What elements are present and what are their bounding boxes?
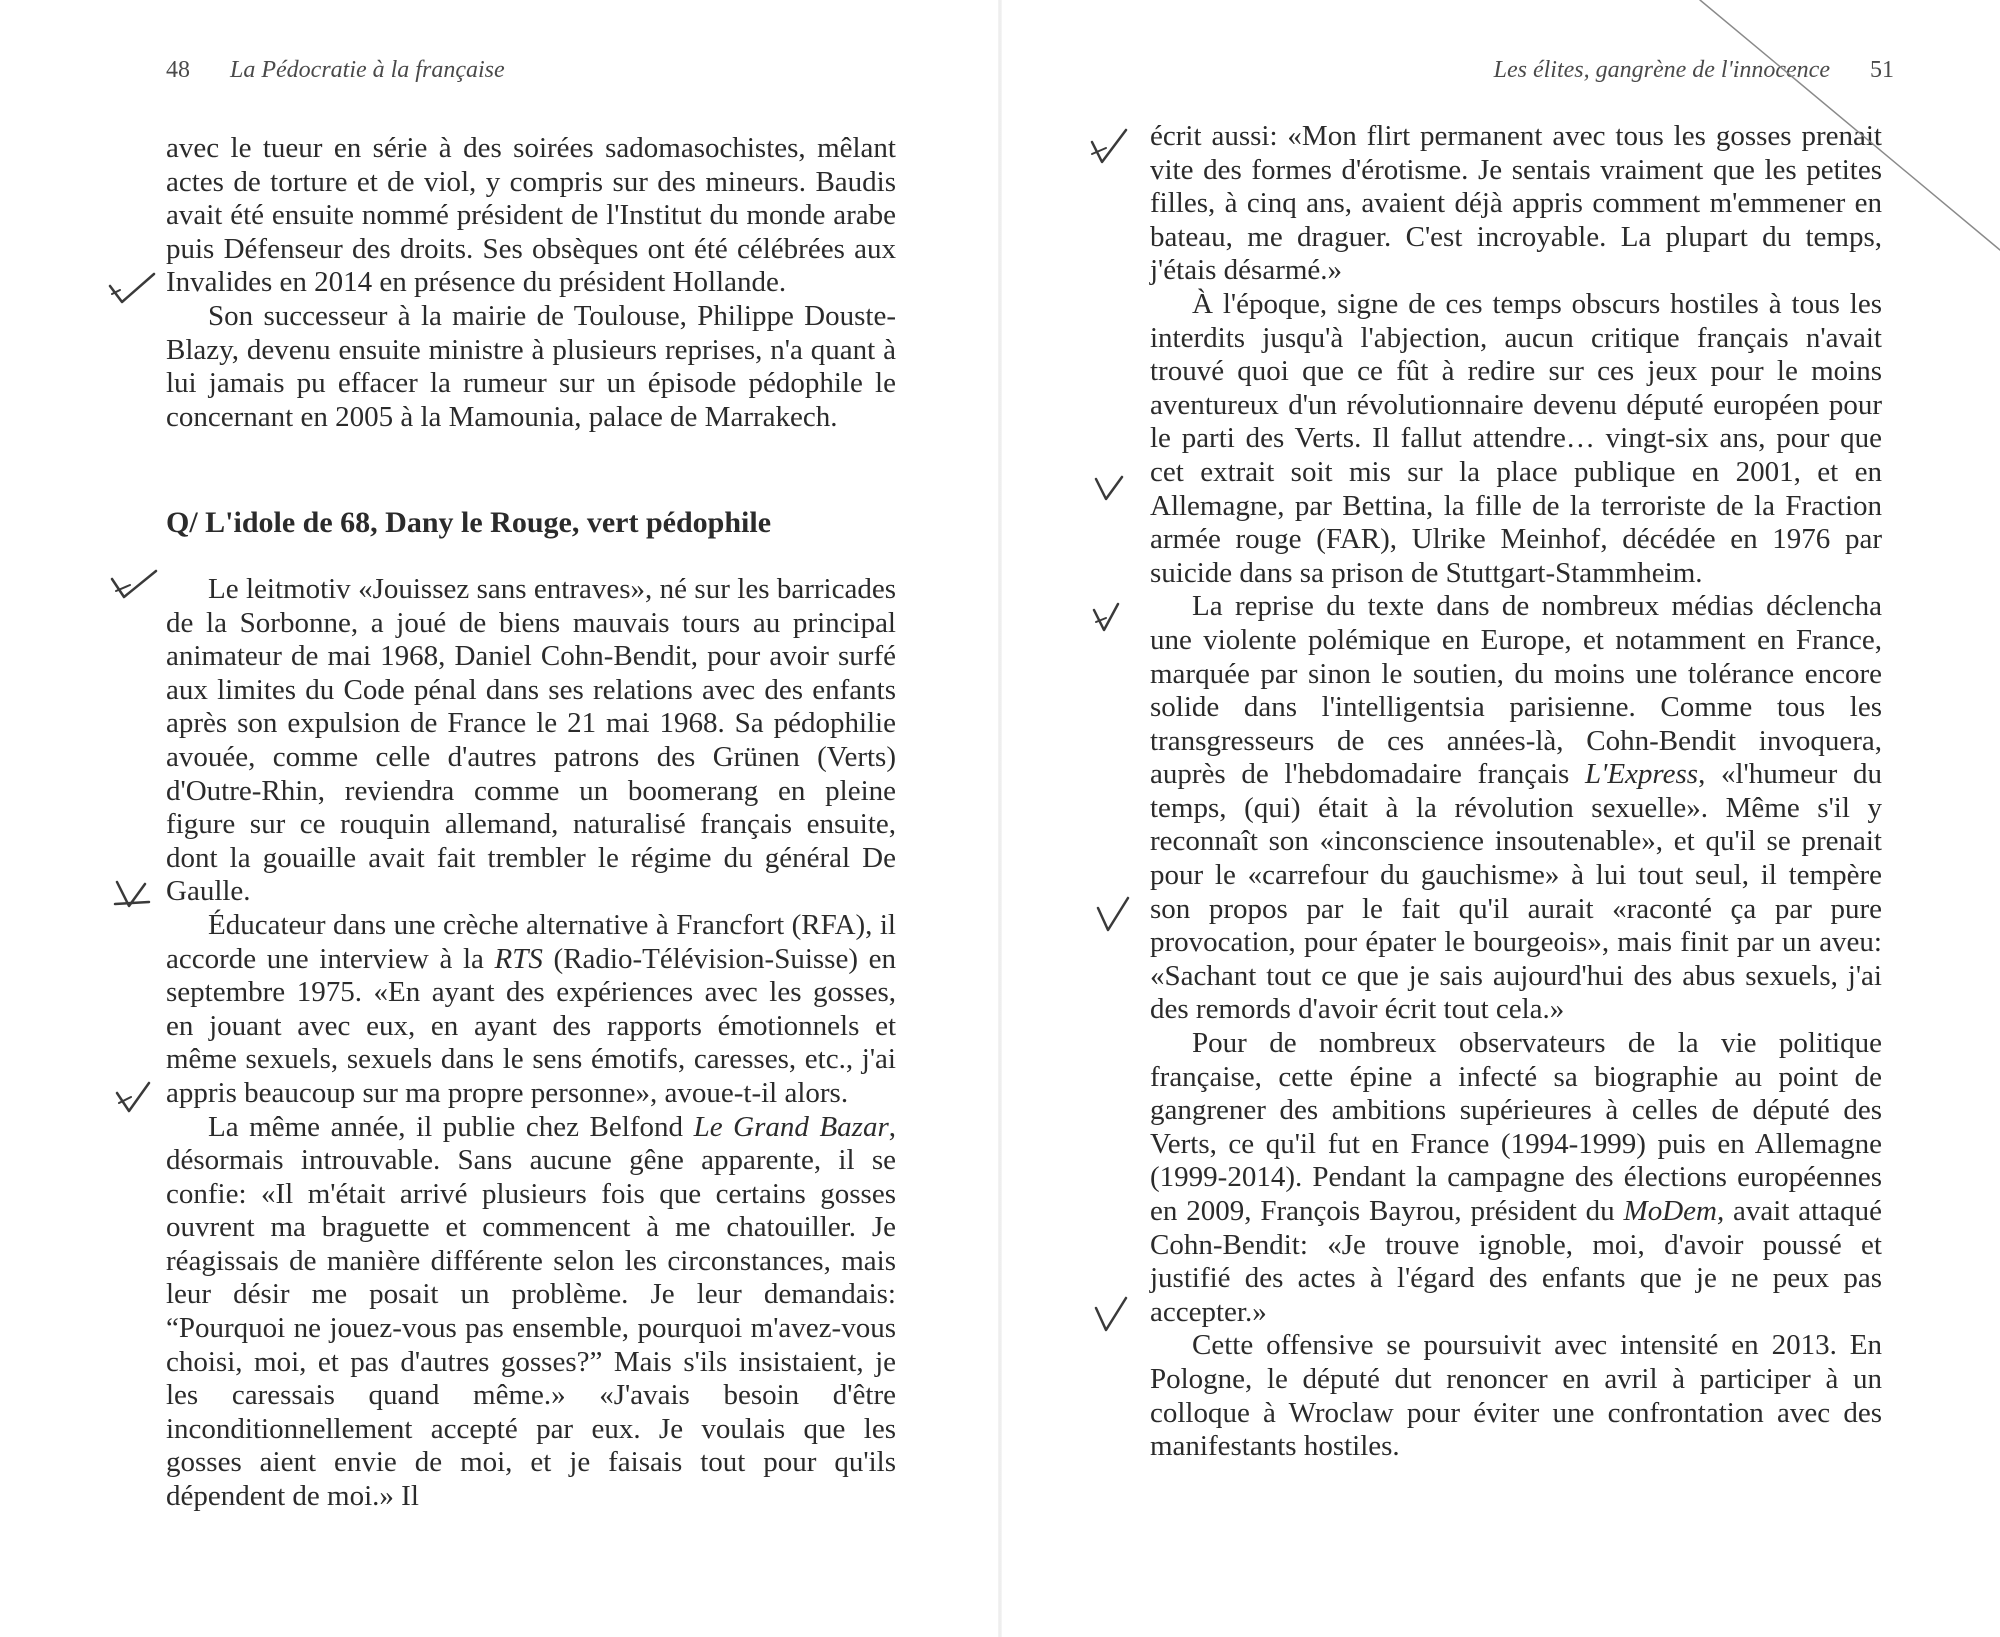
- paragraph: Son successeur à la mairie de Toulouse, Philippe Douste-Blazy, devenu ensuite ministre à plusieurs reprises, n'a quant à lui jamais pu effacer la rumeur sur un épisode pédophile le concernant en 2005 à la Mamounia, palace de Marrakech.: [166, 299, 896, 433]
- handwritten-checkmark-icon: [113, 1081, 153, 1113]
- page-number: 51: [1870, 57, 1894, 83]
- handwritten-checkmark-icon: [1096, 896, 1130, 932]
- right-page: [1000, 0, 2000, 1637]
- handwritten-checkmark-icon: [113, 878, 153, 908]
- italic-title: MoDem,: [1623, 1195, 1725, 1227]
- paragraph: Éducateur dans une crèche alternative à Francfort (RFA), il accorde une interview à la RTS (Radio-Télévision-Suisse) en septembre 1975. «En ayant des expériences avec les gosses, en jouant avec eux, en ayant des rapports émotionnels et même sexuels, sexuels dans le sens émotifs, caresses, etc., j'ai appris beaucoup sur ma propre personne», avoue-t-il alors.: [166, 908, 896, 1109]
- italic-title: RTS: [494, 942, 543, 975]
- paragraph: Pour de nombreux observateurs de la vie politique française, cette épine a infecté sa biographie au point de gangrener des ambitions supérieures à celles de député des Verts, ce qu'il fut en France (1994-1999) puis en Allemagne (1999-2014). Pendant la campagne des élections européennes en 2009, François Bayrou, président du MoDem, avait attaqué Cohn-Bendit: «Je trouve ignoble, moi, d'avoir poussé et justifié des actes à l'égard des enfants que je ne peux pas accepter.»: [1150, 1027, 1882, 1328]
- handwritten-checkmark-icon: [1092, 602, 1122, 632]
- italic-title: Le Grand Bazar: [693, 1110, 889, 1143]
- italic-title: L'Express: [1584, 758, 1699, 791]
- handwritten-checkmark-icon: [110, 567, 160, 601]
- left-running-header: [166, 57, 505, 84]
- handwritten-checkmark-icon: [1094, 475, 1124, 501]
- paragraph: À l'époque, signe de ces temps obscurs hostiles à tous les interdits jusqu'à l'abjection, aucun critique français n'avait trouvé quoi que ce fût à redire sur ces jeux pour le moins aventureux d'un révolutionnaire devenu député européen pour le parti des Verts. Il fallut attendre… vingt-six ans, pour que cet extrait soit mis sur la place publique en 2001, et en Allemagne, par Bettina, la fille de la terroriste de la Fraction armée rouge (FAR), Ulrike Meinhof, décédée en 1976 par suicide dans sa prison de Stuttgart-Stammheim.: [1150, 287, 1882, 589]
- left-text-block-main: [166, 573, 896, 1514]
- page-number: 48: [166, 57, 190, 83]
- paragraph: avec le tueur en série à des soirées sadomasochistes, mêlant actes de torture et de viol, y compris sur des mineurs. Baudis avait été ensuite nommé président de l'Institut du monde arabe puis Défenseur des droits. Ses obsèques ont été célébrées aux Invalides en 2014 en présence du président Hollande.: [166, 132, 896, 299]
- paragraph: Cette offensive se poursuivit avec intensité en 2013. En Pologne, le député dut renoncer en avril à participer à un colloque à Wroclaw pour éviter une confrontation avec des manifestants hostiles.: [1150, 1329, 1882, 1463]
- running-title: La Pédocratie à la française: [230, 57, 505, 83]
- left-text-block-top: [166, 132, 896, 434]
- section-heading: Q/ L'idole de 68, Dany le Rouge, vert pédophile: [166, 506, 772, 539]
- pencil-stroke: [1000, 0, 2000, 260]
- running-title: Les élites, gangrène de l'innocence: [1493, 57, 1830, 83]
- paragraph: La reprise du texte dans de nombreux médias déclencha une violente polémique en Europe, et notamment en France, marquée par sinon le soutien, du moins une tolérance encore solide dans l'intelligentsia parisienne. Comme tous les transgresseurs de ces années-là, Cohn-Bendit invoquera, auprès de l'hebdomadaire français L'Express, «l'humeur du temps, (qui) était à la révolution sexuelle». Même s'il y reconnaît son «inconscience insoutenable», et qu'il se prenait pour le «carrefour du gauchisme» à lui tout seul, il tempère son propos par le fait qu'il aurait «raconté ça par pure provocation, pour épater le bourgeois», mais finit par un aveu: «Sachant tout ce que je sais aujourd'hui des abus sexuels, j'ai des remords d'avoir écrit tout cela.»: [1150, 590, 1882, 1026]
- handwritten-checkmark-icon: [108, 272, 158, 306]
- paragraph: Le leitmotiv «Jouissez sans entraves», né sur les barricades de la Sorbonne, a joué de biens mauvais tours au principal animateur de mai 1968, Daniel Cohn-Bendit, pour avoir surfé aux limites du Code pénal dans ses relations avec des enfants après son expulsion de France le 21 mai 1968. Sa pédophilie avouée, comme celle d'autres patrons des Grünen (Verts) d'Outre-Rhin, reviendra comme un boomerang en pleine figure sur ce rouquin allemand, naturalisé français ensuite, dont la gouaille avait fait trembler le régime du général De Gaulle.: [166, 573, 896, 908]
- paragraph: écrit aussi: «Mon flirt permanent avec tous les gosses prenait vite des formes d'érotisme. Je sentais vraiment que les petites filles, à cinq ans, avaient déjà appris comment m'emmener en bateau, me draguer. C'est incroyable. La plupart du temps, j'étais désarmé.»: [1150, 120, 1882, 287]
- handwritten-checkmark-icon: [1094, 1296, 1128, 1332]
- paragraph: La même année, il publie chez Belfond Le Grand Bazar, désormais introuvable. Sans aucune gêne apparente, il se confie: «Il m'était arrivé plusieurs fois que certains gosses ouvrent ma braguette et commencent à me chatouiller. Je réagissais de manière différente selon les circonstances, mais leur désir me posait un problème. Je leur demandais: “Pourquoi ne jouez-vous pas ensemble, pourquoi m'avez-vous choisi, moi, et pas d'autres gosses?” Mais s'ils insistaient, je les caressais quand même.» «J'avais besoin d'être inconditionnellement accepté par eux. Je voulais que les gosses aient envie de moi, et je faisais tout pour qu'ils dépendent de moi.» Il: [166, 1110, 897, 1513]
- right-text-block: [1150, 120, 1882, 1464]
